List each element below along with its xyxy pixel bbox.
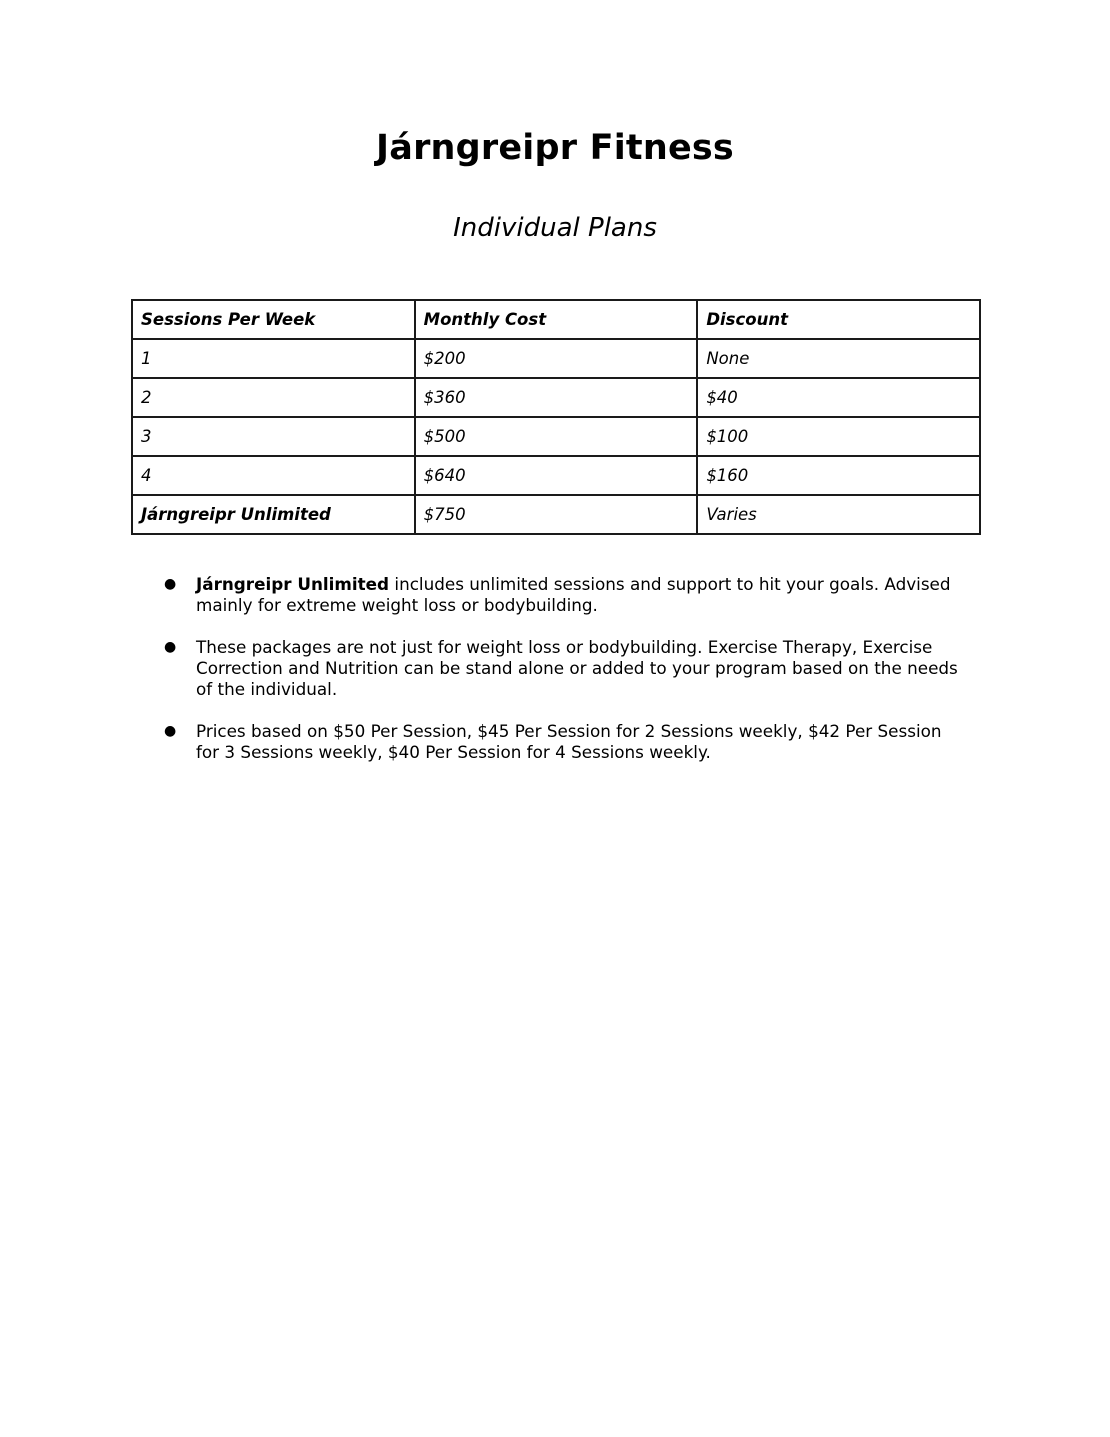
note-bold-lead: Járngreipr Unlimited [196,574,390,594]
column-header-monthly-cost: Monthly Cost [415,300,698,339]
discount-cell: Varies [697,495,980,534]
note-text: includes unlimited sessions and support to hit your goals. Advised mainly for extreme weight loss or bodybuilding. [196,574,951,615]
discount-cell: None [697,339,980,378]
table-header-row [132,300,980,339]
list-item [160,637,960,700]
table-row [132,417,980,456]
notes-list [160,574,960,784]
table-row [132,339,980,378]
monthly-cost-cell: $200 [415,339,698,378]
sessions-cell: 1 [132,339,415,378]
discount-cell: $160 [697,456,980,495]
sessions-cell: 2 [132,378,415,417]
note-text: These packages are not just for weight loss or bodybuilding. Exercise Therapy, Exercise Correction and Nutrition can be stand alone or added to your program based on the needs of the individual. [196,637,958,699]
sessions-cell: 3 [132,417,415,456]
bullet-icon: ● [164,723,177,739]
document-subtitle: Individual Plans [453,213,657,243]
discount-cell: $40 [697,378,980,417]
note-text: Prices based on $50 Per Session, $45 Per Session for 2 Sessions weekly, $42 Per Session for 3 Sessions weekly, $40 Per Session for 4 Sessions weekly. [196,721,942,762]
table-row [132,495,980,534]
list-item [160,574,960,616]
monthly-cost-cell: $640 [415,456,698,495]
sessions-cell: 4 [132,456,415,495]
table-row [132,378,980,417]
table-row [132,456,980,495]
monthly-cost-cell: $360 [415,378,698,417]
bullet-icon: ● [164,639,177,655]
monthly-cost-cell: $750 [415,495,698,534]
column-header-discount: Discount [697,300,980,339]
sessions-cell: Járngreipr Unlimited [132,495,415,534]
column-header-sessions: Sessions Per Week [132,300,415,339]
bullet-icon: ● [164,576,177,592]
document-title: Járngreipr Fitness [376,128,734,168]
monthly-cost-cell: $500 [415,417,698,456]
plans-table [131,299,981,535]
list-item [160,721,960,763]
discount-cell: $100 [697,417,980,456]
